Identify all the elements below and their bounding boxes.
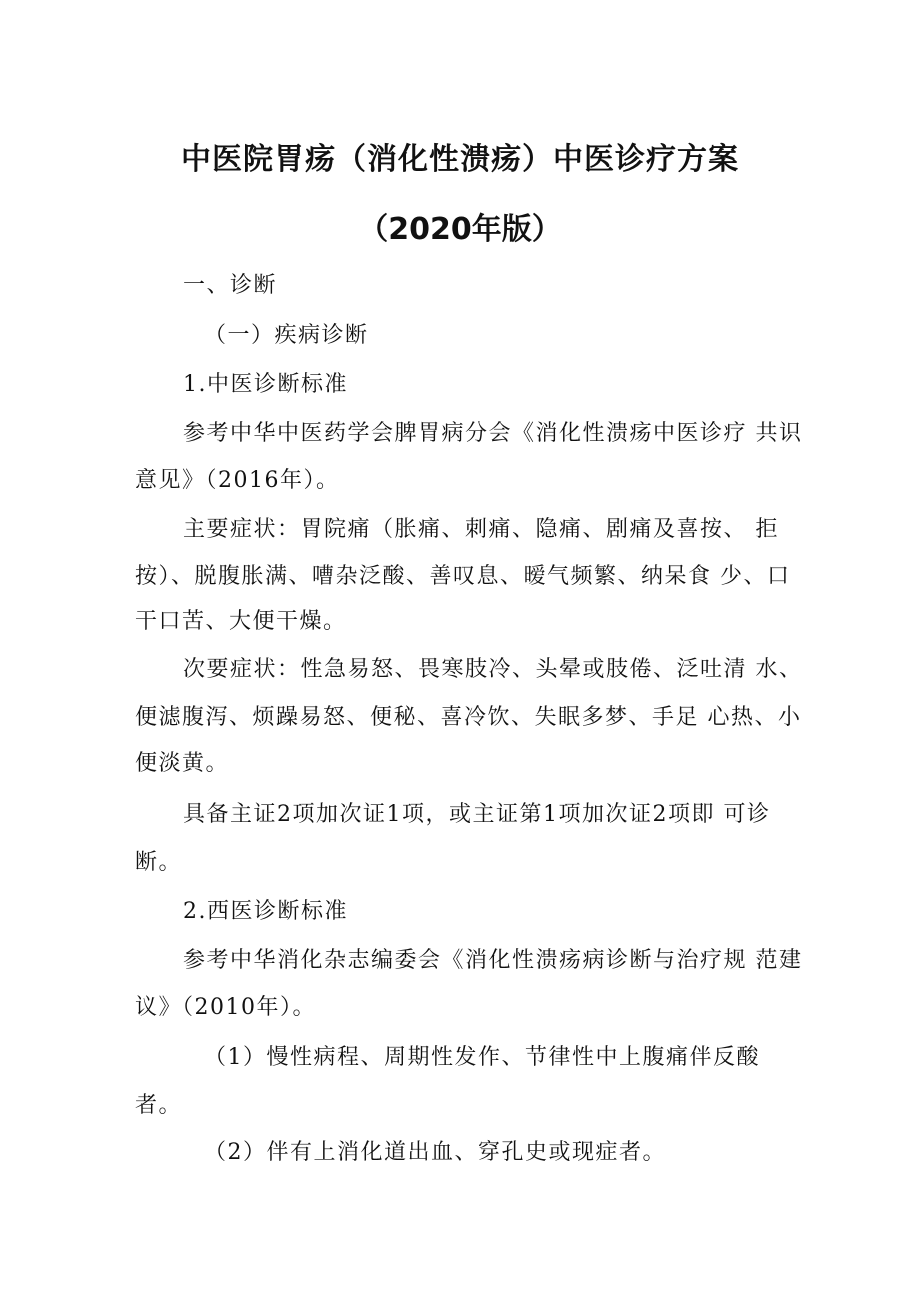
paragraph-line: 意见》（2016年）。: [135, 468, 340, 493]
item-heading: 2.西医诊断标准: [183, 899, 348, 924]
paragraph-line: 次要症状：性急易怒、畏寒肢冷、头晕或肢倦、泛吐清 水、: [183, 657, 803, 682]
section-heading: 一、诊断: [183, 273, 278, 298]
paragraph-line: 参考中华中医药学会脾胃病分会《消化性溃疡中医诊疗 共识: [183, 421, 803, 446]
document-title: 中医院胃疡（消化性溃疡）中医诊疗方案: [181, 142, 739, 177]
paragraph-line: 参考中华消化杂志编委会《消化性溃疡病诊断与治疗规 范建: [183, 948, 803, 973]
document-subtitle: （2020年版）: [358, 212, 562, 247]
list-item: （2）伴有上消化道出血、穿孔史或现症者。: [204, 1140, 666, 1165]
paragraph-line: 干口苦、大便干燥。: [135, 609, 347, 634]
paragraph-line: 议》（2010年）。: [135, 995, 316, 1020]
subsection-heading: （一）疾病诊断: [204, 323, 369, 348]
paragraph-line: 按）、脱腹胀满、嘈杂泛酸、善叹息、暧气频繁、纳呆食 少、口: [135, 564, 791, 589]
paragraph-line: 主要症状：胃院痛（胀痛、刺痛、隐痛、剧痛及喜按、 拒: [183, 517, 779, 542]
paragraph-line: 便滤腹泻、烦躁易怒、便秘、喜冷饮、失眠多梦、手足 心热、小: [135, 705, 802, 730]
list-item: （1）慢性病程、周期性发作、节律性中上腹痛伴反酸: [204, 1045, 760, 1070]
paragraph-line: 具备主证2项加次证1项，或主证第1项加次证2项即 可诊: [183, 802, 771, 827]
paragraph-line: 便淡黄。: [135, 751, 230, 776]
list-item: 者。: [135, 1093, 183, 1118]
item-heading: 1.中医诊断标准: [183, 372, 348, 397]
paragraph-line: 断。: [135, 850, 183, 875]
